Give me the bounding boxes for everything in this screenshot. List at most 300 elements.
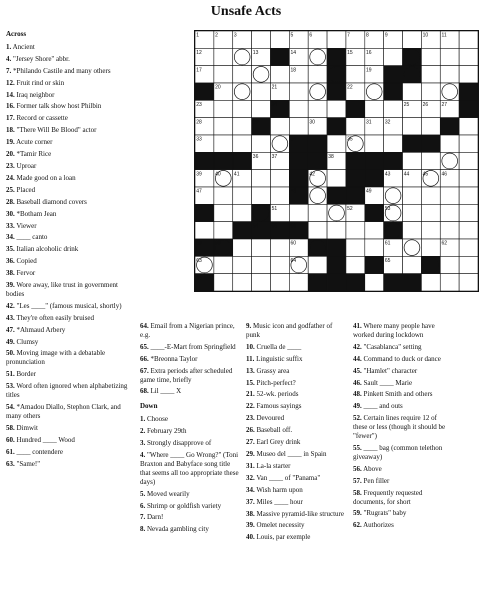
grid-cell[interactable] <box>403 204 422 221</box>
grid-cell[interactable] <box>233 274 252 291</box>
grid-number: 48 <box>290 188 297 195</box>
grid-number: 15 <box>347 49 353 56</box>
grid-cell[interactable] <box>308 48 327 65</box>
clue-number: 52. <box>353 414 362 423</box>
clue-number: 18. <box>6 126 15 135</box>
clue-text: ____ and outs <box>361 402 403 411</box>
grid-cell[interactable] <box>327 100 346 117</box>
clue-number: 4. <box>6 54 12 63</box>
grid-cell[interactable] <box>440 66 459 83</box>
grid-cell[interactable] <box>233 256 252 273</box>
clue-item <box>140 355 240 364</box>
grid-cell[interactable] <box>403 83 422 100</box>
clue-text: Acute corner <box>14 138 53 147</box>
grid-cell[interactable] <box>308 66 327 83</box>
grid-cell[interactable] <box>421 222 440 239</box>
grid-cell[interactable] <box>459 239 478 256</box>
grid-block <box>327 187 346 204</box>
grid-block <box>459 83 478 100</box>
clue-number: 39. <box>6 281 15 290</box>
clue-text: Massive pyramid-like structure <box>254 509 344 518</box>
grid-cell[interactable] <box>308 100 327 117</box>
grid-cell[interactable] <box>365 135 384 152</box>
clue-column-2 <box>140 322 240 537</box>
clue-text: Moving image with a debatable pronunciation <box>6 349 106 367</box>
grid-cell[interactable] <box>233 239 252 256</box>
grid-cell[interactable] <box>365 83 384 100</box>
clue-text: Ancient <box>11 42 35 51</box>
grid-cell[interactable] <box>270 274 289 291</box>
grid-cell[interactable] <box>252 135 271 152</box>
grid-cell[interactable] <box>421 152 440 169</box>
clue-number: 4. <box>140 450 146 459</box>
grid-cell[interactable] <box>270 135 289 152</box>
grid-cell[interactable] <box>421 187 440 204</box>
clue-number: 67. <box>140 366 149 375</box>
crossword-grid[interactable] <box>194 30 479 292</box>
grid-cell[interactable] <box>327 204 346 221</box>
grid-cell[interactable] <box>289 118 308 135</box>
grid-cell[interactable] <box>421 66 440 83</box>
grid-cell[interactable] <box>252 256 271 273</box>
grid-cell[interactable] <box>346 222 365 239</box>
clue-number: 26. <box>246 426 255 435</box>
clue-text: Famous sayings <box>254 402 302 411</box>
grid-block <box>195 152 214 169</box>
grid-number: 61 <box>384 240 391 247</box>
clue-text: ____ contendere <box>14 447 63 456</box>
grid-cell[interactable] <box>233 204 252 221</box>
grid-cell[interactable] <box>459 118 478 135</box>
clue-text: Shrimp or goldfish variety <box>145 501 222 510</box>
grid-cell[interactable] <box>384 187 403 204</box>
grid-cell[interactable] <box>403 152 422 169</box>
grid-number: 59 <box>215 240 221 247</box>
grid-cell[interactable] <box>440 274 459 291</box>
grid-cell[interactable] <box>346 256 365 273</box>
grid-cell[interactable] <box>421 83 440 100</box>
grid-block <box>289 152 308 169</box>
grid-cell[interactable] <box>403 31 422 48</box>
clue-number: 28. <box>6 197 15 206</box>
grid-number: 62 <box>441 240 448 247</box>
clue-item <box>353 509 453 518</box>
grid-cell[interactable] <box>233 135 252 152</box>
grid-cell[interactable] <box>308 187 327 204</box>
clue-number: 1. <box>6 42 12 51</box>
grid-cell[interactable] <box>403 222 422 239</box>
grid-number: 5 <box>290 32 294 39</box>
grid-cell[interactable] <box>270 118 289 135</box>
grid-block <box>384 66 403 83</box>
clue-number: 40. <box>246 533 255 542</box>
grid-number: 27 <box>441 101 448 108</box>
grid-cell[interactable] <box>459 66 478 83</box>
clue-text: *Botham Jean <box>14 209 57 218</box>
grid-block <box>384 274 403 291</box>
grid-cell[interactable] <box>384 48 403 65</box>
clue-number: 32. <box>246 473 255 482</box>
clue-item <box>6 174 134 183</box>
clue-text: Nevada gambling city <box>145 525 209 534</box>
clue-text: Baseball off. <box>254 426 293 435</box>
grid-block <box>289 170 308 187</box>
clue-item <box>6 349 134 367</box>
grid-number: 60 <box>290 240 297 247</box>
grid-cell[interactable] <box>233 100 252 117</box>
clue-item <box>6 126 134 135</box>
grid-cell[interactable] <box>459 274 478 291</box>
clue-text: Darn! <box>145 513 164 522</box>
clue-item <box>6 43 134 52</box>
clue-item <box>140 502 240 511</box>
clue-number: 44. <box>353 354 362 363</box>
clue-column-4 <box>353 322 453 533</box>
across-clue-list-continued <box>140 322 240 396</box>
clue-number: 68. <box>140 387 149 396</box>
grid-cell[interactable] <box>252 100 271 117</box>
grid-number: 33 <box>196 136 202 143</box>
grid-cell[interactable] <box>327 170 346 187</box>
clue-item <box>353 414 453 441</box>
clue-number: 23. <box>246 414 255 423</box>
grid-cell[interactable] <box>403 187 422 204</box>
clue-item <box>140 343 240 352</box>
grid-block <box>346 100 365 117</box>
grid-cell[interactable] <box>459 48 478 65</box>
grid-cell[interactable] <box>252 31 271 48</box>
grid-block <box>403 66 422 83</box>
clue-text: Made good on a loan <box>14 173 76 182</box>
clue-item <box>246 402 346 411</box>
clue-number: 2. <box>140 427 146 436</box>
grid-cell[interactable] <box>270 256 289 273</box>
clue-number: 41. <box>353 322 362 330</box>
grid-block <box>327 256 346 273</box>
clue-item <box>353 521 453 530</box>
grid-cell[interactable] <box>384 135 403 152</box>
clue-text: "There Will Be Blood" actor <box>14 126 97 135</box>
grid-cell[interactable] <box>440 83 459 100</box>
grid-number: 52 <box>347 205 353 212</box>
grid-number: 19 <box>366 67 372 74</box>
grid-number: 36 <box>252 153 259 160</box>
grid-cell[interactable] <box>214 135 233 152</box>
grid-number: 57 <box>384 223 391 230</box>
clue-text: Above <box>361 464 382 473</box>
grid-cell[interactable] <box>214 48 233 65</box>
clue-number: 56. <box>353 464 362 473</box>
grid-number: 64 <box>290 257 297 264</box>
clue-item <box>140 451 240 487</box>
clue-item <box>246 533 346 542</box>
clue-text: ____-E-Mart from Springfield <box>148 342 236 351</box>
grid-cell[interactable] <box>459 152 478 169</box>
clue-text: Viewer <box>14 221 37 230</box>
grid-cell[interactable] <box>421 274 440 291</box>
clue-item <box>140 322 240 340</box>
grid-cell[interactable] <box>327 135 346 152</box>
grid-cell[interactable] <box>403 256 422 273</box>
across-clues-column <box>6 30 134 471</box>
grid-number: 7 <box>347 32 350 39</box>
clue-item <box>6 281 134 299</box>
clue-text: *Ahmaud Arbery <box>14 325 66 334</box>
grid-cell[interactable] <box>365 239 384 256</box>
grid-cell[interactable] <box>289 204 308 221</box>
grid-number: 11 <box>441 32 447 39</box>
grid-number: 31 <box>366 119 372 126</box>
grid-number: 18 <box>290 67 297 74</box>
grid-cell[interactable] <box>214 274 233 291</box>
grid-number: 40 <box>215 171 221 178</box>
clue-text: Hundred ____ Wood <box>14 435 75 444</box>
grid-cell[interactable] <box>214 66 233 83</box>
grid-cell[interactable] <box>327 31 346 48</box>
grid-block <box>327 83 346 100</box>
grid-cell[interactable] <box>421 48 440 65</box>
clue-number: 38. <box>6 269 15 278</box>
grid-block <box>346 187 365 204</box>
grid-cell[interactable] <box>346 118 365 135</box>
grid-cell[interactable] <box>440 256 459 273</box>
grid-cell[interactable] <box>308 204 327 221</box>
grid-number: 56 <box>290 223 297 230</box>
grid-number: 44 <box>403 171 410 178</box>
grid-cell[interactable] <box>270 170 289 187</box>
grid-cell[interactable] <box>214 187 233 204</box>
grid-number: 35 <box>347 136 353 143</box>
down-clue-list-continued-2 <box>353 322 453 530</box>
clue-number: 49. <box>353 402 362 411</box>
grid-cell[interactable] <box>384 100 403 117</box>
grid-block <box>270 48 289 65</box>
clue-text: Devoured <box>254 414 285 423</box>
grid-cell[interactable] <box>308 222 327 239</box>
grid-cell[interactable] <box>270 187 289 204</box>
grid-block <box>327 274 346 291</box>
clue-item <box>246 379 346 388</box>
grid-cell[interactable] <box>289 83 308 100</box>
clue-number: 7. <box>6 66 12 75</box>
grid-cell[interactable] <box>252 187 271 204</box>
clue-number: 21. <box>246 390 255 399</box>
grid-cell[interactable] <box>403 118 422 135</box>
grid-cell[interactable] <box>252 274 271 291</box>
clue-number: 31. <box>246 461 255 470</box>
grid-number: 23 <box>196 101 202 108</box>
grid-cell[interactable] <box>459 31 478 48</box>
clue-text: *Breonna Taylor <box>148 354 198 363</box>
grid-block <box>308 239 327 256</box>
grid-cell[interactable] <box>421 118 440 135</box>
grid-cell[interactable] <box>459 204 478 221</box>
clue-text: Museo del ____ in Spain <box>254 449 327 458</box>
grid-number: 63 <box>196 257 202 264</box>
grid-number: 9 <box>384 32 388 39</box>
grid-cell[interactable] <box>233 118 252 135</box>
grid-number: 58 <box>196 240 202 247</box>
grid-number: 43 <box>384 171 391 178</box>
grid-cell[interactable] <box>459 135 478 152</box>
clue-item <box>246 521 346 530</box>
grid-cell[interactable] <box>233 187 252 204</box>
grid-cell[interactable] <box>270 66 289 83</box>
grid-cell[interactable] <box>289 100 308 117</box>
clue-item <box>353 444 453 462</box>
clue-number: 51. <box>6 370 15 379</box>
grid-block <box>421 135 440 152</box>
grid-block <box>308 152 327 169</box>
grid-number: 14 <box>290 49 297 56</box>
clue-text: Fervor <box>14 269 36 278</box>
grid-number: 53 <box>384 205 391 212</box>
grid-number: 51 <box>271 205 278 212</box>
grid-cell[interactable] <box>365 274 384 291</box>
grid-number: 6 <box>309 32 313 39</box>
grid-number: 8 <box>366 32 369 39</box>
clue-number: 17. <box>6 114 15 123</box>
grid-cell[interactable] <box>270 239 289 256</box>
clue-text: Wish harm upon <box>254 485 303 494</box>
clue-number: 15. <box>246 378 255 387</box>
clue-number: 42. <box>353 342 362 351</box>
grid-number: 28 <box>196 119 202 126</box>
grid-cell[interactable] <box>440 48 459 65</box>
clue-text: Miles ____ hour <box>254 497 303 506</box>
grid-cell[interactable] <box>459 256 478 273</box>
grid-cell[interactable] <box>440 222 459 239</box>
clue-number: 64. <box>140 322 149 330</box>
clue-text: "Same!" <box>14 459 41 468</box>
clue-text: Authorizes <box>361 521 394 530</box>
clue-item <box>353 489 453 507</box>
grid-number: 37 <box>271 153 278 160</box>
down-header: Down <box>140 402 158 411</box>
clue-item <box>353 465 453 474</box>
grid-cell[interactable] <box>440 152 459 169</box>
clue-number: 60. <box>6 435 15 444</box>
clue-number: 19. <box>6 138 15 147</box>
grid-number: 21 <box>271 84 278 91</box>
grid-cell[interactable] <box>233 48 252 65</box>
clue-text: Copied <box>14 257 37 266</box>
grid-cell[interactable] <box>365 100 384 117</box>
clue-item <box>6 150 134 159</box>
grid-cell[interactable] <box>308 83 327 100</box>
grid-cell[interactable] <box>289 274 308 291</box>
grid-cell[interactable] <box>252 239 271 256</box>
grid-cell[interactable] <box>327 222 346 239</box>
grid-cell[interactable] <box>233 66 252 83</box>
clue-item <box>6 114 134 123</box>
clue-text: Van ____ of "Panama" <box>254 473 321 482</box>
clue-text: Grassy area <box>254 366 290 375</box>
clue-number: 10. <box>246 342 255 351</box>
clue-text: *Amadou Diallo, Stephon Clark, and many others <box>6 403 121 420</box>
grid-cell[interactable] <box>214 204 233 221</box>
grid-number: 2 <box>215 32 218 39</box>
grid-cell[interactable] <box>421 204 440 221</box>
clue-item <box>353 367 453 376</box>
clue-number: 58. <box>6 423 15 432</box>
clue-number: 63. <box>6 459 15 468</box>
clue-number: 43. <box>6 313 15 322</box>
clue-number: 1. <box>140 415 146 424</box>
clue-item <box>6 257 134 266</box>
clue-item <box>6 55 134 64</box>
grid-block <box>365 170 384 187</box>
clue-number: 13. <box>246 366 255 375</box>
clue-item <box>6 102 134 111</box>
clue-item <box>246 450 346 459</box>
grid-cell[interactable] <box>346 66 365 83</box>
grid-cell[interactable] <box>308 256 327 273</box>
clue-number: 36. <box>6 257 15 266</box>
grid-cell[interactable] <box>252 66 271 83</box>
grid-cell[interactable] <box>252 170 271 187</box>
clue-number: 7. <box>140 513 146 522</box>
grid-cell[interactable] <box>365 222 384 239</box>
grid-cell[interactable] <box>214 100 233 117</box>
clue-text: They're often easily bruised <box>14 313 95 322</box>
clue-text: Pinkett Smith and others <box>361 390 433 399</box>
clue-item <box>6 302 134 311</box>
clue-text: Music icon and godfather of punk <box>246 322 333 339</box>
grid-number: 65 <box>384 257 391 264</box>
grid-cell[interactable] <box>440 187 459 204</box>
clue-text: Former talk show host Philbin <box>14 102 102 111</box>
clue-text: Louis, par exemple <box>254 533 311 542</box>
clue-text: Uproar <box>14 161 37 170</box>
clue-text: *Philando Castile and many others <box>11 66 111 75</box>
clue-item <box>6 186 134 195</box>
clue-item <box>6 210 134 219</box>
grid-cell[interactable] <box>440 135 459 152</box>
grid-cell[interactable] <box>459 170 478 187</box>
grid-cell[interactable] <box>346 239 365 256</box>
grid-block <box>346 170 365 187</box>
grid-cell[interactable] <box>459 187 478 204</box>
grid-cell[interactable] <box>252 83 271 100</box>
grid-block <box>403 135 422 152</box>
grid-cell[interactable] <box>459 222 478 239</box>
grid-cell[interactable] <box>214 118 233 135</box>
clue-number: 42. <box>6 301 15 310</box>
down-clue-list-continued <box>246 322 346 542</box>
grid-number: 68 <box>403 275 410 282</box>
grid-number: 20 <box>215 84 221 91</box>
grid-cell[interactable] <box>421 239 440 256</box>
clue-item <box>353 379 453 388</box>
clue-item <box>140 513 240 522</box>
grid-cell[interactable] <box>195 222 214 239</box>
clue-column-3 <box>246 322 346 545</box>
grid-cell[interactable] <box>403 239 422 256</box>
grid-cell[interactable] <box>233 83 252 100</box>
grid-block <box>384 83 403 100</box>
clue-item <box>6 269 134 278</box>
clue-number: 54. <box>6 403 15 411</box>
crossword-grid-svg[interactable] <box>195 31 478 291</box>
grid-cell[interactable] <box>214 222 233 239</box>
grid-cell[interactable] <box>214 256 233 273</box>
clue-item <box>6 222 134 231</box>
grid-cell[interactable] <box>270 31 289 48</box>
across-header: Across <box>6 30 27 38</box>
clue-number: 53. <box>6 382 15 391</box>
grid-cell[interactable] <box>440 204 459 221</box>
